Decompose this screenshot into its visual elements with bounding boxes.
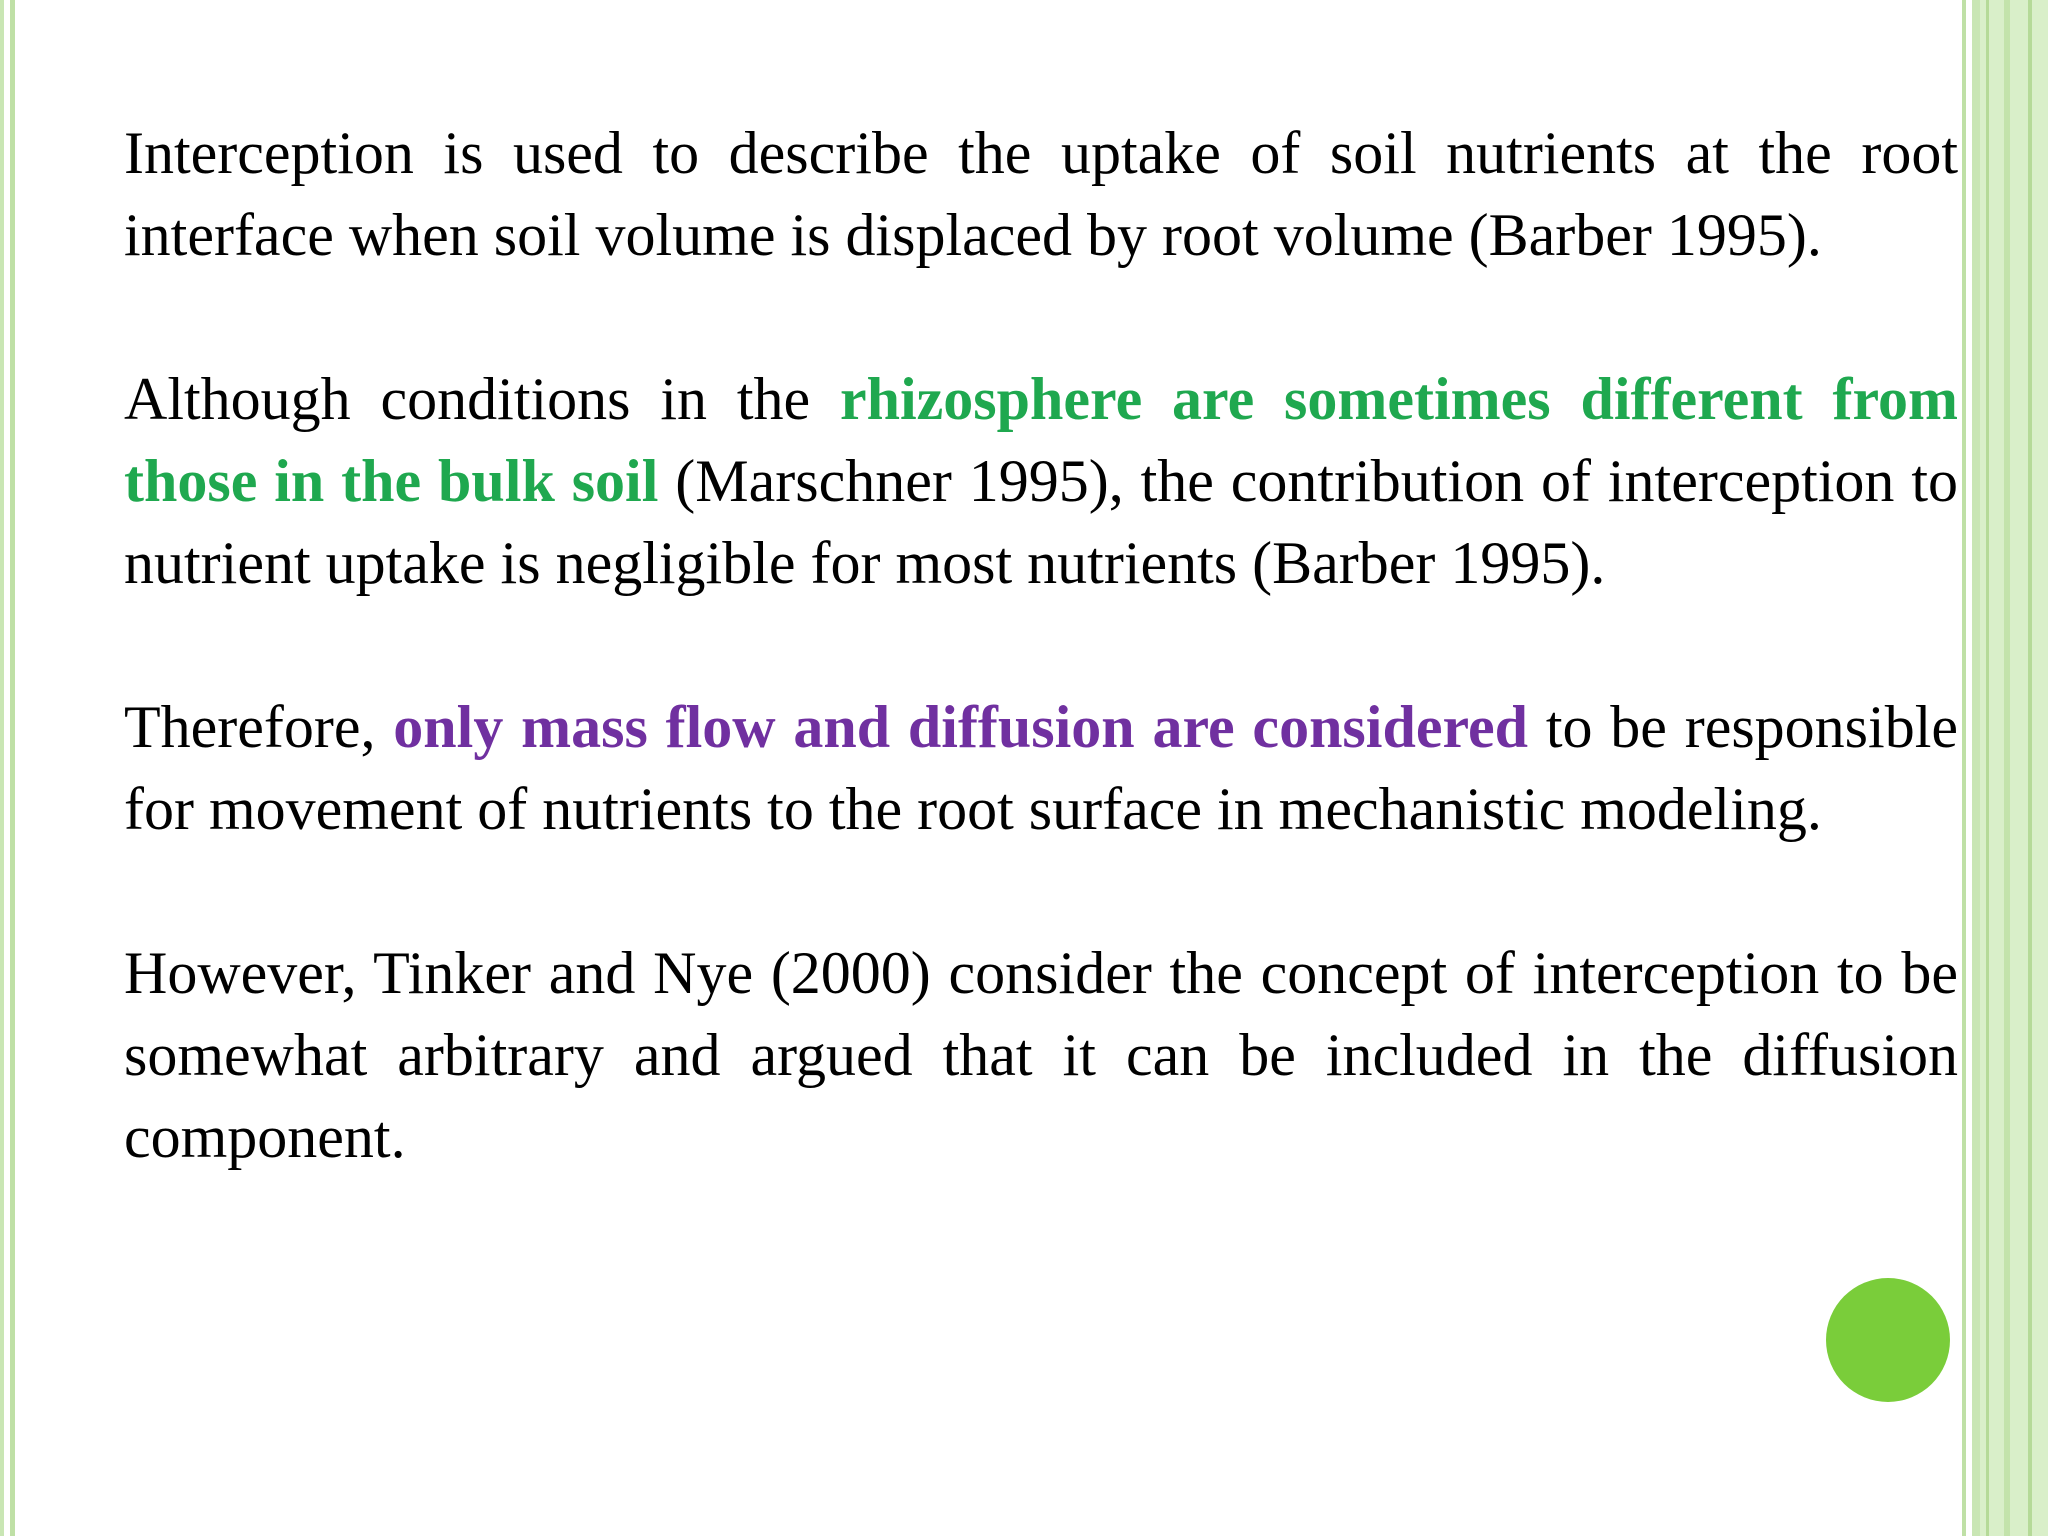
paragraph-tinker-nye <box>124 932 1958 1178</box>
right-border-band <box>1980 0 2048 1536</box>
right-border-line <box>1962 0 1966 1536</box>
right-border-stripe <box>2028 0 2032 1536</box>
paragraph-interception <box>124 112 1958 276</box>
decorative-green-circle <box>1826 1278 1950 1402</box>
left-border-line-inner <box>10 0 15 1536</box>
paragraph-text: Although conditions in the <box>124 366 840 432</box>
paragraph-text: Therefore, <box>124 694 394 760</box>
highlight-rhizosphere: rhizosphere are sometimes different from those in the bulk soil <box>124 366 1958 514</box>
right-border-stripe <box>1986 0 1989 1536</box>
left-border-line <box>0 0 4 1536</box>
paragraph-text: (Marschner 1995), the contribution of interception to nutrient uptake is negligible for most nutrients (Barber 1995). <box>124 448 1958 596</box>
paragraph-text: to be responsible for movement of nutrients to the root surface in mechanistic modeling. <box>124 694 1958 842</box>
slide-body <box>124 112 1958 1178</box>
paragraph-text: However, Tinker and Nye (2000) consider the concept of interception to be somewhat arbitrary and argued that it can be included in the diffusion component. <box>124 940 1958 1170</box>
paragraph-rhizosphere <box>124 358 1958 604</box>
paragraph-mass-flow <box>124 686 1958 850</box>
highlight-mass-flow-diffusion: only mass flow and diffusion are considered <box>393 694 1529 760</box>
paragraph-text: Interception is used to describe the uptake of soil nutrients at the root interface when soil volume is displaced by root volume (Barber 1995). <box>124 120 1958 268</box>
right-border-stripe <box>2004 0 2010 1536</box>
right-border-line-secondary <box>1972 0 1980 1536</box>
